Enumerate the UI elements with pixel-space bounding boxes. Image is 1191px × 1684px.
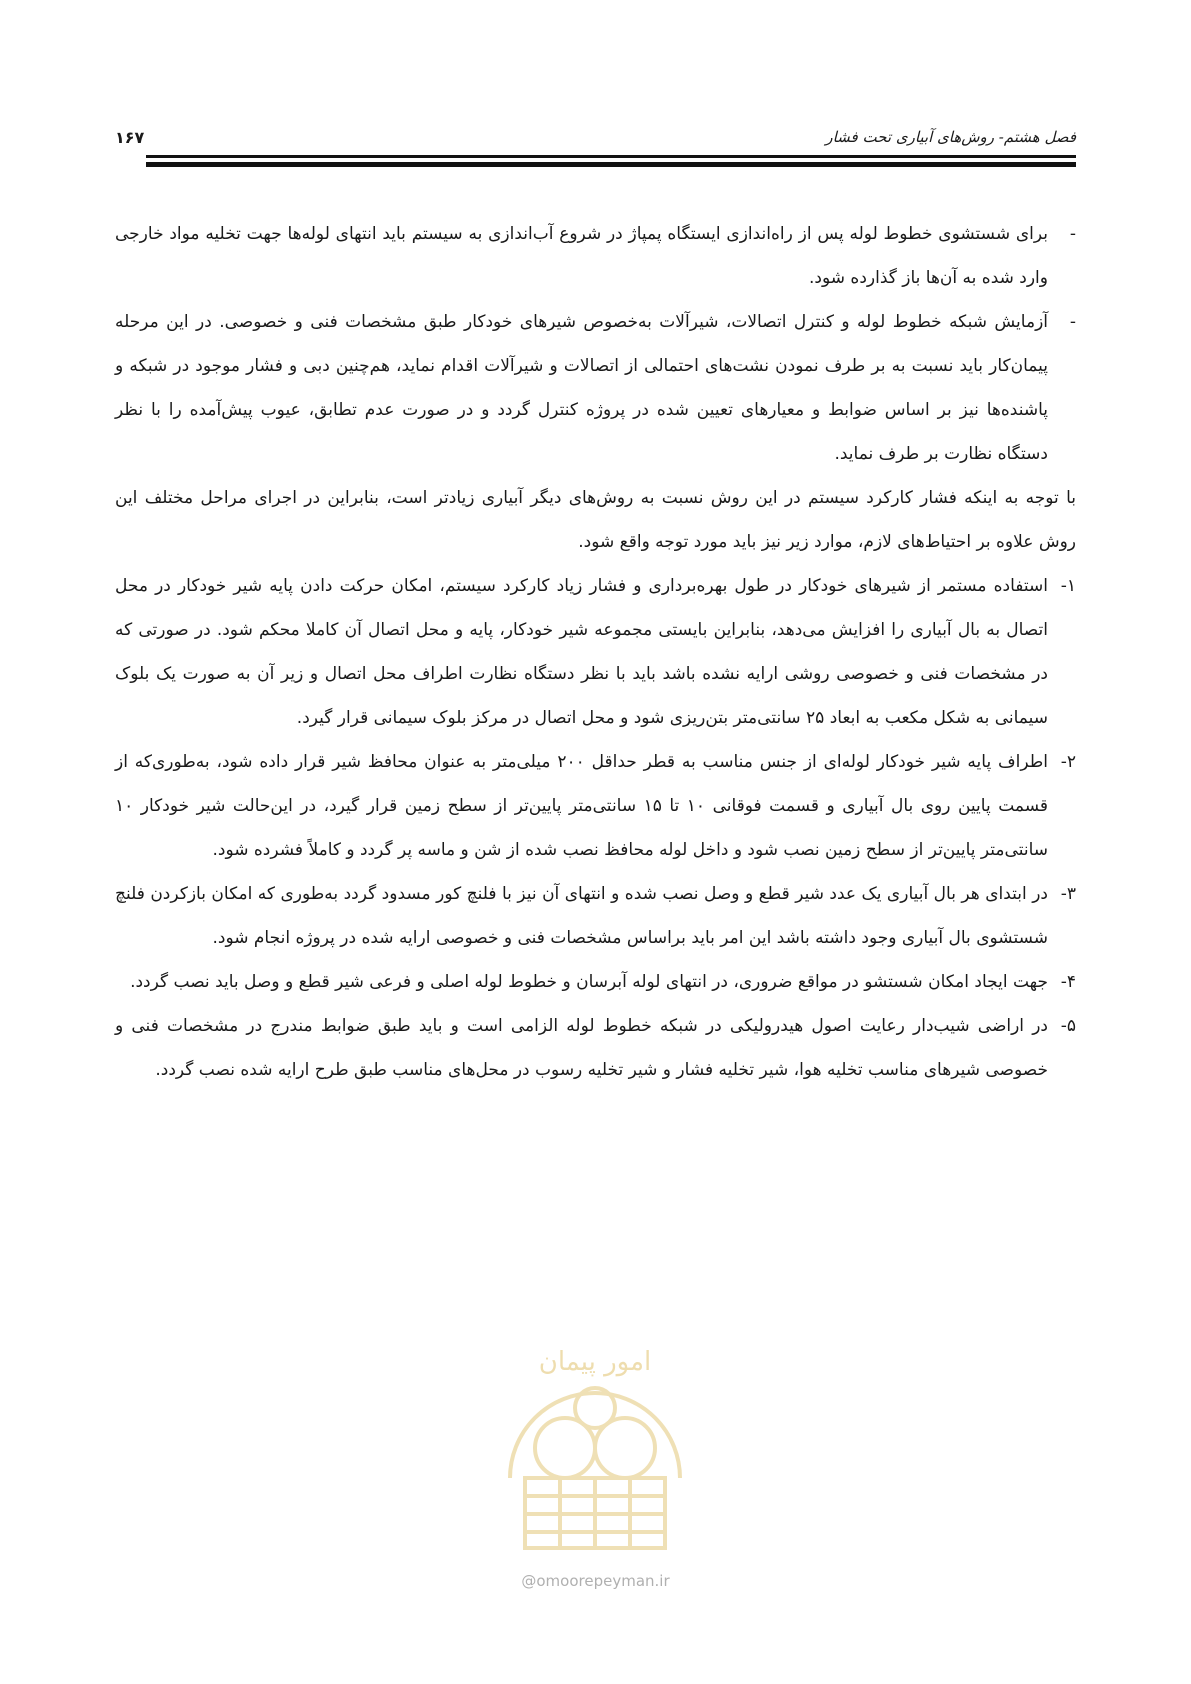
- item-number: ۴-: [1060, 972, 1076, 992]
- intro-paragraph: با توجه به اینکه فشار کارکرد سیستم در این روش نسبت به روش‌های دیگر آبیاری زیادتر است، بنابراین در اجرای مراحل مختلف این روش علاوه بر احتیاط‌های لازم، موارد زیر نیز باید مورد توجه واقع شود.: [115, 488, 1076, 552]
- numbered-item: [115, 740, 1076, 872]
- bullet-item: [115, 300, 1076, 476]
- item-text: اطراف پایه شیر خودکار لوله‌ای از جنس مناسب به قطر حداقل ۲۰۰ میلی‌متر به عنوان محافظ شیر قرار داده شود، به‌طوری‌که از قسمت پایین روی بال آبیاری و قسمت فوقانی ۱۰ تا ۱۵ سانتی‌متر پایین‌تر از سطح زمین قرار گیرد، در این‌حالت شیر خودکار ۱۰ سانتی‌متر پایین‌تر از سطح زمین نصب شود و داخل لوله محافظ نصب شده از شن و ماسه پر گردد و کاملاً فشرده شود.: [115, 752, 1049, 860]
- numbered-item: [115, 564, 1076, 740]
- item-text: جهت ایجاد امکان شستشو در مواقع ضروری، در انتهای لوله آبرسان و خطوط لوله اصلی و فرعی شیر قطع و وصل باید نصب گردد.: [130, 972, 1048, 992]
- numbered-item: [115, 1004, 1076, 1092]
- bullet-marker: -: [1069, 312, 1076, 332]
- item-number: ۵-: [1060, 1016, 1076, 1036]
- item-text: استفاده مستمر از شیرهای خودکار در طول بهره‌برداری و فشار زیاد کارکرد سیستم، امکان حرکت دادن پایه شیر خودکار در محل اتصال به بال آبیاری را افزایش می‌دهد، بنابراین بایستی مجموعه شیر خودکار، پایه و محل اتصال آن کاملا محکم شود. در صورتی که در مشخصات فنی و خصوصی روشی ارایه نشده باشد باید با نظر دستگاه نظارت اطراف محل اتصال و زیر آن به صورت یک بلوک سیمانی به شکل مکعب به ابعاد ۲۵ سانتی‌متر بتن‌ریزی شود و محل اتصال در مرکز بلوک سیمانی قرار گیرد.: [115, 576, 1048, 728]
- numbered-item: [115, 872, 1076, 960]
- header-rule-thin: [146, 155, 1076, 158]
- numbered-item: [115, 960, 1076, 1004]
- bullet-text: آزمایش شبکه خطوط لوله و کنترل اتصالات، شیرآلات به‌خصوص شیرهای خودکار طبق مشخصات فنی و خصوصی. در این مرحله پیمان‌کار باید نسبت به بر طرف نمودن نشت‌های احتمالی از اتصالات و شیرآلات اقدام نماید، هم‌چنین دبی و فشار موجود در شبکه و پاشنده‌ها نیز بر اساس ضوابط و معیارهای تعیین شده در پروژه کنترل گردد و در صورت عدم تطابق، عیوب پیش‌آمده را با نظر دستگاه نظارت بر طرف نماید.: [115, 312, 1048, 464]
- page-number: ۱۶۷: [115, 128, 145, 147]
- watermark-seal-icon: [470, 1328, 720, 1558]
- bullet-marker: -: [1069, 224, 1076, 244]
- seal-text: امور پیمان: [538, 1347, 652, 1377]
- bullet-text: برای شستشوی خطوط لوله پس از راه‌اندازی ایستگاه پمپاژ در شروع آب‌اندازی به سیستم باید انتهای لوله‌ها جهت تخلیه مواد خارجی وارد شده به آن‌ها باز گذارده شود.: [115, 224, 1048, 288]
- header-rule-thick: [146, 162, 1076, 167]
- bullet-item: [115, 212, 1076, 300]
- watermark-url: @omoorepeyman.ir: [521, 1572, 670, 1590]
- item-text: در اراضی شیب‌دار رعایت اصول هیدرولیکی در شبکه خطوط لوله الزامی است و باید طبق ضوابط مندرج در مشخصات فنی و خصوصی شیرهای مناسب تخلیه هوا، شیر تخلیه فشار و شیر تخلیه رسوب در محل‌های مناسب طبق طرح ارایه شده نصب گردد.: [115, 1016, 1048, 1080]
- item-number: ۳-: [1060, 884, 1076, 904]
- item-number: ۱-: [1060, 576, 1076, 596]
- item-number: ۲-: [1060, 752, 1076, 772]
- chapter-title: فصل هشتم- روش‌های آبیاری تحت فشار: [825, 128, 1076, 146]
- item-text: در ابتدای هر بال آبیاری یک عدد شیر قطع و وصل نصب شده و انتهای آن نیز با فلنچ کور مسدود گردد به‌طوری که امکان بازکردن فلنچ شستشوی بال آبیاری وجود داشته باشد این امر باید براساس مشخصات فنی و خصوصی ارایه شده در پروژه انجام شود.: [115, 884, 1048, 948]
- body-text: [115, 212, 1076, 1092]
